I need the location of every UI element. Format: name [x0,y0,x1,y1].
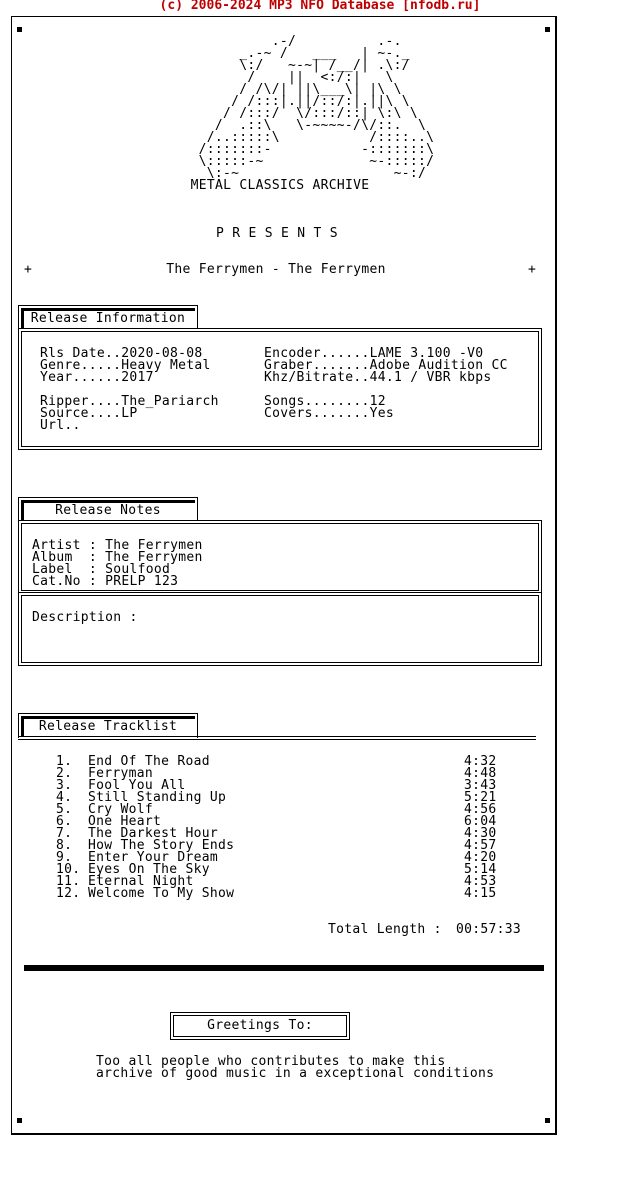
field-value: Heavy Metal [121,358,211,373]
field-value: 12 [369,394,386,409]
field-value: Soulfood [105,562,171,577]
field-key: Year...... [40,370,122,385]
release-notes-fields [32,540,203,588]
tracklist-tab [18,713,198,738]
corner-dot-tl [17,27,22,32]
field-key: Artist : [32,538,106,553]
track-title: One Heart [88,814,162,829]
release-title: The Ferrymen - The Ferrymen [166,262,386,277]
track-number: 6. [56,814,73,829]
track-number: 4. [56,790,73,805]
track-title: The Darkest Hour [88,826,219,841]
track-list [56,756,516,900]
release-info-col1 [40,348,219,432]
release-info-col2 [264,348,508,420]
track-number: 9. [56,850,73,865]
field-key: Source.... [40,406,122,421]
track-row [56,888,516,900]
field-row [40,420,219,432]
tracklist-rule-top [18,736,536,737]
field-value: LAME 3.100 -V0 [369,346,484,361]
track-title: How The Story Ends [88,838,235,853]
track-length: 4:48 [464,766,497,781]
track-title: Eternal Night [88,874,194,889]
track-length: 4:57 [464,838,497,853]
total-length-value: 00:57:33 [456,922,522,937]
field-value: LP [121,406,138,421]
track-title: Still Standing Up [88,790,227,805]
corner-dot-br [545,1118,550,1123]
corner-dot-tr [545,27,550,32]
greetings-line-1: Too all people who contributes to make this [96,1054,446,1069]
tracklist-rule-bottom [18,739,536,740]
section-divider-bar [24,965,544,971]
field-row [264,408,508,420]
description-label: Description : [32,610,138,625]
greetings-line-2: archive of good music in a exceptional conditions [96,1066,495,1081]
release-notes-tab [18,497,198,522]
release-info-tab [18,305,198,330]
field-value: 2020-08-08 [121,346,203,361]
track-number: 8. [56,838,73,853]
field-key: Genre..... [40,358,122,373]
field-key: Rls Date.. [40,346,122,361]
field-key: Covers....... [264,406,370,421]
field-key: Label : [32,562,106,577]
field-key: Encoder...... [264,346,370,361]
field-value: 44.1 / VBR kbps [369,370,492,385]
field-row [32,576,203,588]
field-row [264,372,508,384]
track-length: 4:15 [464,886,497,901]
track-length: 3:43 [464,778,497,793]
field-key: Album : [32,550,106,565]
field-value: 2017 [121,370,154,385]
field-value: PRELP 123 [105,574,179,589]
plus-marker-right: + [528,262,537,277]
track-number: 5. [56,802,73,817]
track-title: Cry Wolf [88,802,154,817]
track-title: Fool You All [88,778,186,793]
field-value: The Ferrymen [105,550,203,565]
field-row [40,372,219,384]
track-length: 6:04 [464,814,497,829]
logo-caption: METAL CLASSICS ARCHIVE [190,178,370,193]
release-info-heading: Release Information [30,311,186,326]
greetings-heading: Greetings To: [207,1018,313,1033]
track-number: 2. [56,766,73,781]
field-key: Graber....... [264,358,370,373]
track-number: 11. [56,874,81,889]
track-number: 7. [56,826,73,841]
track-length: 4:32 [464,754,497,769]
track-length: 5:21 [464,790,497,805]
track-title: Enter Your Dream [88,850,219,865]
ascii-logo: .-/ .-. _.-~ / ___ | ~-._ \:/ ~-~| /__/| .\:/ / || <:/:| \ / /\/| ||\___\| |\ \ / /:::|.||/::/:|.||\ \ / /:::/ \/:::/::| \:\ \ / .::\ \-~~~~-/\/::. \ /..:::::\ /::::..\ /:::::::- -:::::::\ \:::::-~ ~-:::::/ \:-~ ~-:/ [198,34,435,181]
corner-dot-bl [17,1118,22,1123]
field-value: Yes [369,406,395,421]
field-key: Songs........ [264,394,370,409]
field-value: The_Pariarch [121,394,219,409]
track-number: 1. [56,754,73,769]
track-length: 4:30 [464,826,497,841]
track-length: 5:14 [464,862,497,877]
track-number: 3. [56,778,73,793]
track-title: Eyes On The Sky [88,862,210,877]
field-key: Khz/Bitrate.. [264,370,370,385]
track-number: 10. [56,862,81,877]
release-notes-heading: Release Notes [55,503,161,518]
field-value: Adobe Audition CC [369,358,508,373]
field-value: The Ferrymen [105,538,203,553]
track-length: 4:20 [464,850,497,865]
total-length-label: Total Length : [328,922,442,937]
field-key: Cat.No : [32,574,106,589]
site-header: (c) 2006-2024 MP3 NFO Database [nfodb.ru] [159,0,481,13]
field-key: Ripper.... [40,394,122,409]
track-length: 4:56 [464,802,497,817]
presents-text: P R E S E N T S [216,226,338,241]
track-title: End Of The Road [88,754,210,769]
tracklist-heading: Release Tracklist [38,719,178,734]
plus-marker-left: + [24,262,33,277]
field-key: Url.. [40,418,81,433]
track-length: 4:53 [464,874,497,889]
track-number: 12. [56,886,81,901]
track-title: Welcome To My Show [88,886,235,901]
track-title: Ferryman [88,766,154,781]
description-box [18,592,542,666]
